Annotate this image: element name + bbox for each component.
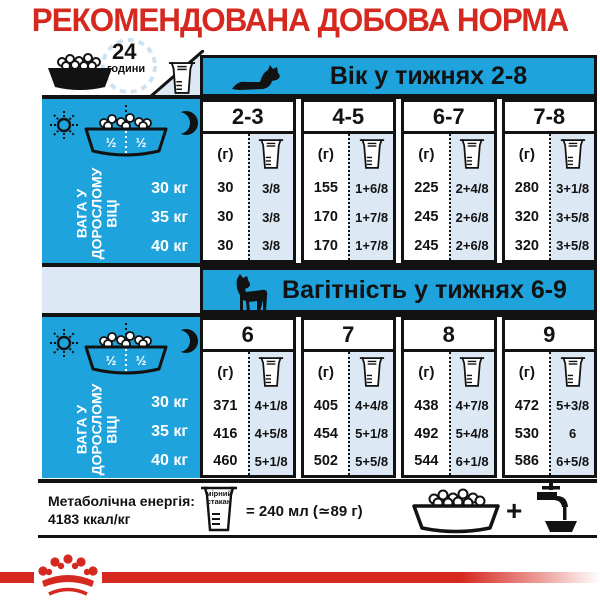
red-bar-left	[0, 572, 34, 583]
cup-subheader	[551, 134, 594, 174]
cups-subcolumn	[248, 134, 293, 260]
grams-subcolumn	[404, 134, 449, 260]
cup-subheader	[250, 352, 293, 392]
axis-label-adult-weight: ВАГА У ДОРОСЛОМУ ВІЦІ	[73, 383, 120, 476]
grams-value: 245	[414, 237, 439, 254]
cups-value: 2+6/8	[455, 238, 489, 254]
grams-value: 586	[514, 453, 539, 470]
cups-value: 4+4/8	[355, 398, 389, 414]
hours-unit: години	[107, 63, 146, 75]
hours-value: 24	[112, 39, 137, 64]
week-column	[401, 99, 497, 263]
half-right: ½	[135, 353, 147, 368]
grams-subcolumn	[505, 352, 550, 475]
grams-subcolumn	[404, 352, 449, 475]
cups-value: 4+1/8	[254, 398, 288, 414]
cup-label-1: мірний	[206, 489, 232, 498]
grams-value: 472	[514, 397, 539, 414]
cups-value: 3+1/8	[556, 180, 590, 196]
grams-value: 492	[414, 425, 439, 442]
measuring-cup-icon	[258, 356, 284, 388]
age-table-grid	[200, 99, 597, 263]
week-range-header: 9	[505, 320, 595, 352]
grams-value: 280	[514, 180, 539, 197]
week-range-header: 6-7	[404, 102, 494, 134]
grams-value: 502	[313, 453, 338, 470]
measuring-cup-icon	[200, 486, 238, 532]
week-column	[301, 99, 397, 263]
half-left: ½	[105, 135, 117, 150]
half-right: ½	[135, 135, 147, 150]
energy-value: 4183 ккал/кг	[48, 511, 131, 527]
red-bar-right	[102, 572, 600, 583]
weight-row-label: 30 кг	[151, 394, 188, 411]
cups-value: 3/8	[262, 209, 281, 225]
cups-value: 6	[569, 426, 577, 441]
cups-subcolumn	[348, 352, 393, 475]
week-range-header: 8	[404, 320, 494, 352]
cup-subheader	[451, 134, 494, 174]
dog-standing-icon	[229, 273, 271, 318]
cups-subcolumn	[348, 134, 393, 260]
cup-subheader	[350, 352, 393, 392]
grams-value: 530	[514, 425, 539, 442]
grams-value: 405	[313, 397, 338, 414]
measuring-cup-icon	[168, 61, 196, 95]
column-body	[304, 134, 394, 260]
moon-icon	[174, 327, 198, 360]
measuring-cup-icon	[459, 138, 485, 170]
gestation-table-grid	[200, 317, 597, 478]
week-column	[502, 317, 598, 478]
cups-value: 3/8	[262, 238, 281, 254]
sun-icon	[50, 329, 78, 362]
week-column	[301, 317, 397, 478]
cups-value: 3/8	[262, 180, 281, 196]
week-column	[200, 317, 296, 478]
food-bowl-icon	[408, 487, 504, 535]
banner-gestation-weeks	[200, 267, 597, 313]
week-column	[502, 99, 598, 263]
column-body	[505, 134, 595, 260]
grams-unit-label: (г)	[217, 363, 234, 381]
grams-value: 416	[213, 425, 238, 442]
moon-icon	[174, 109, 198, 142]
grams-subcolumn	[304, 352, 349, 475]
side-panel-weights	[42, 99, 200, 263]
cups-value: 4+7/8	[455, 398, 489, 414]
cups-value: 3+5/8	[556, 238, 590, 254]
column-body	[404, 134, 494, 260]
cups-value: 5+1/8	[254, 453, 288, 469]
cups-value: 5+5/8	[355, 453, 389, 469]
cups-value: 1+7/8	[355, 209, 389, 225]
week-column	[401, 317, 497, 478]
axis-label-adult-weight: ВАГА У ДОРОСЛОМУ ВІЦІ	[73, 167, 120, 260]
cups-value: 3+5/8	[556, 209, 590, 225]
puppy-lying-icon	[231, 64, 283, 97]
cups-value: 5+1/8	[355, 426, 389, 441]
cup-subheader	[350, 134, 393, 174]
grams-value: 320	[514, 209, 539, 225]
grams-unit-label: (г)	[518, 363, 535, 381]
spacer-band	[42, 267, 200, 313]
cups-value: 1+6/8	[355, 180, 389, 196]
week-range-header: 2-3	[203, 102, 293, 134]
cup-subheader	[250, 134, 293, 174]
half-portions-bowl-icon	[78, 105, 174, 166]
grams-unit-label: (г)	[418, 363, 435, 381]
measuring-cup-icon	[560, 138, 586, 170]
energy-label: Метаболічна енергія:	[48, 493, 195, 509]
grams-unit-label: (г)	[317, 363, 334, 381]
grams-unit-label: (г)	[217, 145, 234, 163]
cups-subcolumn	[449, 134, 494, 260]
cups-value: 1+7/8	[355, 238, 389, 254]
grams-value: 371	[213, 397, 238, 414]
cups-value: 6+5/8	[556, 453, 590, 469]
banner-title: Вагітність у тижнях 6-9	[282, 275, 567, 304]
measuring-cup-icon	[459, 356, 485, 388]
water-tap-icon	[527, 483, 579, 535]
measuring-cup-icon	[359, 356, 385, 388]
week-range-header: 4-5	[304, 102, 394, 134]
grams-value: 460	[213, 453, 238, 470]
sun-icon	[50, 111, 78, 144]
page-title: РЕКОМЕНДОВАНА ДОБОВА НОРМА	[31, 2, 569, 38]
cup-subheader	[551, 352, 594, 392]
cup-label-2: стакан	[206, 497, 232, 506]
side-panel-weights	[42, 317, 200, 478]
grams-unit-label: (г)	[418, 145, 435, 163]
column-body	[404, 352, 494, 475]
divider	[38, 479, 597, 483]
measuring-cup-icon	[258, 138, 284, 170]
grams-value: 30	[217, 180, 234, 197]
banner-age-weeks	[200, 55, 597, 97]
grams-value: 170	[313, 209, 338, 225]
cups-value: 6+1/8	[455, 453, 489, 469]
week-range-header: 7	[304, 320, 394, 352]
week-range-header: 6	[203, 320, 293, 352]
plus-sign: +	[506, 495, 523, 526]
grams-value: 544	[414, 453, 439, 470]
weight-row-label: 35 кг	[151, 423, 188, 440]
grams-subcolumn	[203, 134, 248, 260]
column-body	[203, 134, 293, 260]
cups-value: 2+4/8	[455, 180, 489, 196]
weight-row-label: 30 кг	[151, 180, 188, 197]
half-left: ½	[105, 353, 117, 368]
crown-logo	[36, 554, 100, 600]
grams-subcolumn	[203, 352, 248, 475]
metabolic-energy	[48, 492, 195, 528]
grams-value: 30	[217, 209, 234, 225]
cups-subcolumn	[549, 134, 594, 260]
grams-value: 454	[313, 425, 338, 442]
divider	[38, 535, 597, 538]
cups-subcolumn	[449, 352, 494, 475]
column-body	[203, 352, 293, 475]
grams-value: 30	[217, 237, 234, 254]
grams-unit-label: (г)	[518, 145, 535, 163]
cups-value: 4+5/8	[254, 426, 288, 441]
column-body	[304, 352, 394, 475]
banner-title: Вік у тижнях 2-8	[329, 61, 528, 90]
weight-row-label: 35 кг	[151, 209, 188, 226]
grams-value: 170	[313, 237, 338, 254]
week-range-header: 7-8	[505, 102, 595, 134]
weight-row-label: 40 кг	[151, 452, 188, 469]
grams-value: 438	[414, 397, 439, 414]
measuring-cup-icon	[359, 138, 385, 170]
grams-value: 320	[514, 237, 539, 254]
cup-equivalence: = 240 мл (≃89 г)	[246, 503, 363, 520]
grams-value: 245	[414, 209, 439, 225]
cups-subcolumn	[549, 352, 594, 475]
cups-subcolumn	[248, 352, 293, 475]
cups-value: 5+4/8	[455, 426, 489, 441]
grams-value: 155	[313, 180, 338, 197]
grams-value: 225	[414, 180, 439, 197]
weight-row-label: 40 кг	[151, 238, 188, 255]
grams-subcolumn	[505, 134, 550, 260]
column-body	[505, 352, 595, 475]
cup-subheader	[451, 352, 494, 392]
cups-value: 2+6/8	[455, 209, 489, 225]
cups-value: 5+3/8	[556, 398, 590, 414]
measuring-cup-icon	[560, 356, 586, 388]
week-column	[200, 99, 296, 263]
grams-unit-label: (г)	[317, 145, 334, 163]
grams-subcolumn	[304, 134, 349, 260]
